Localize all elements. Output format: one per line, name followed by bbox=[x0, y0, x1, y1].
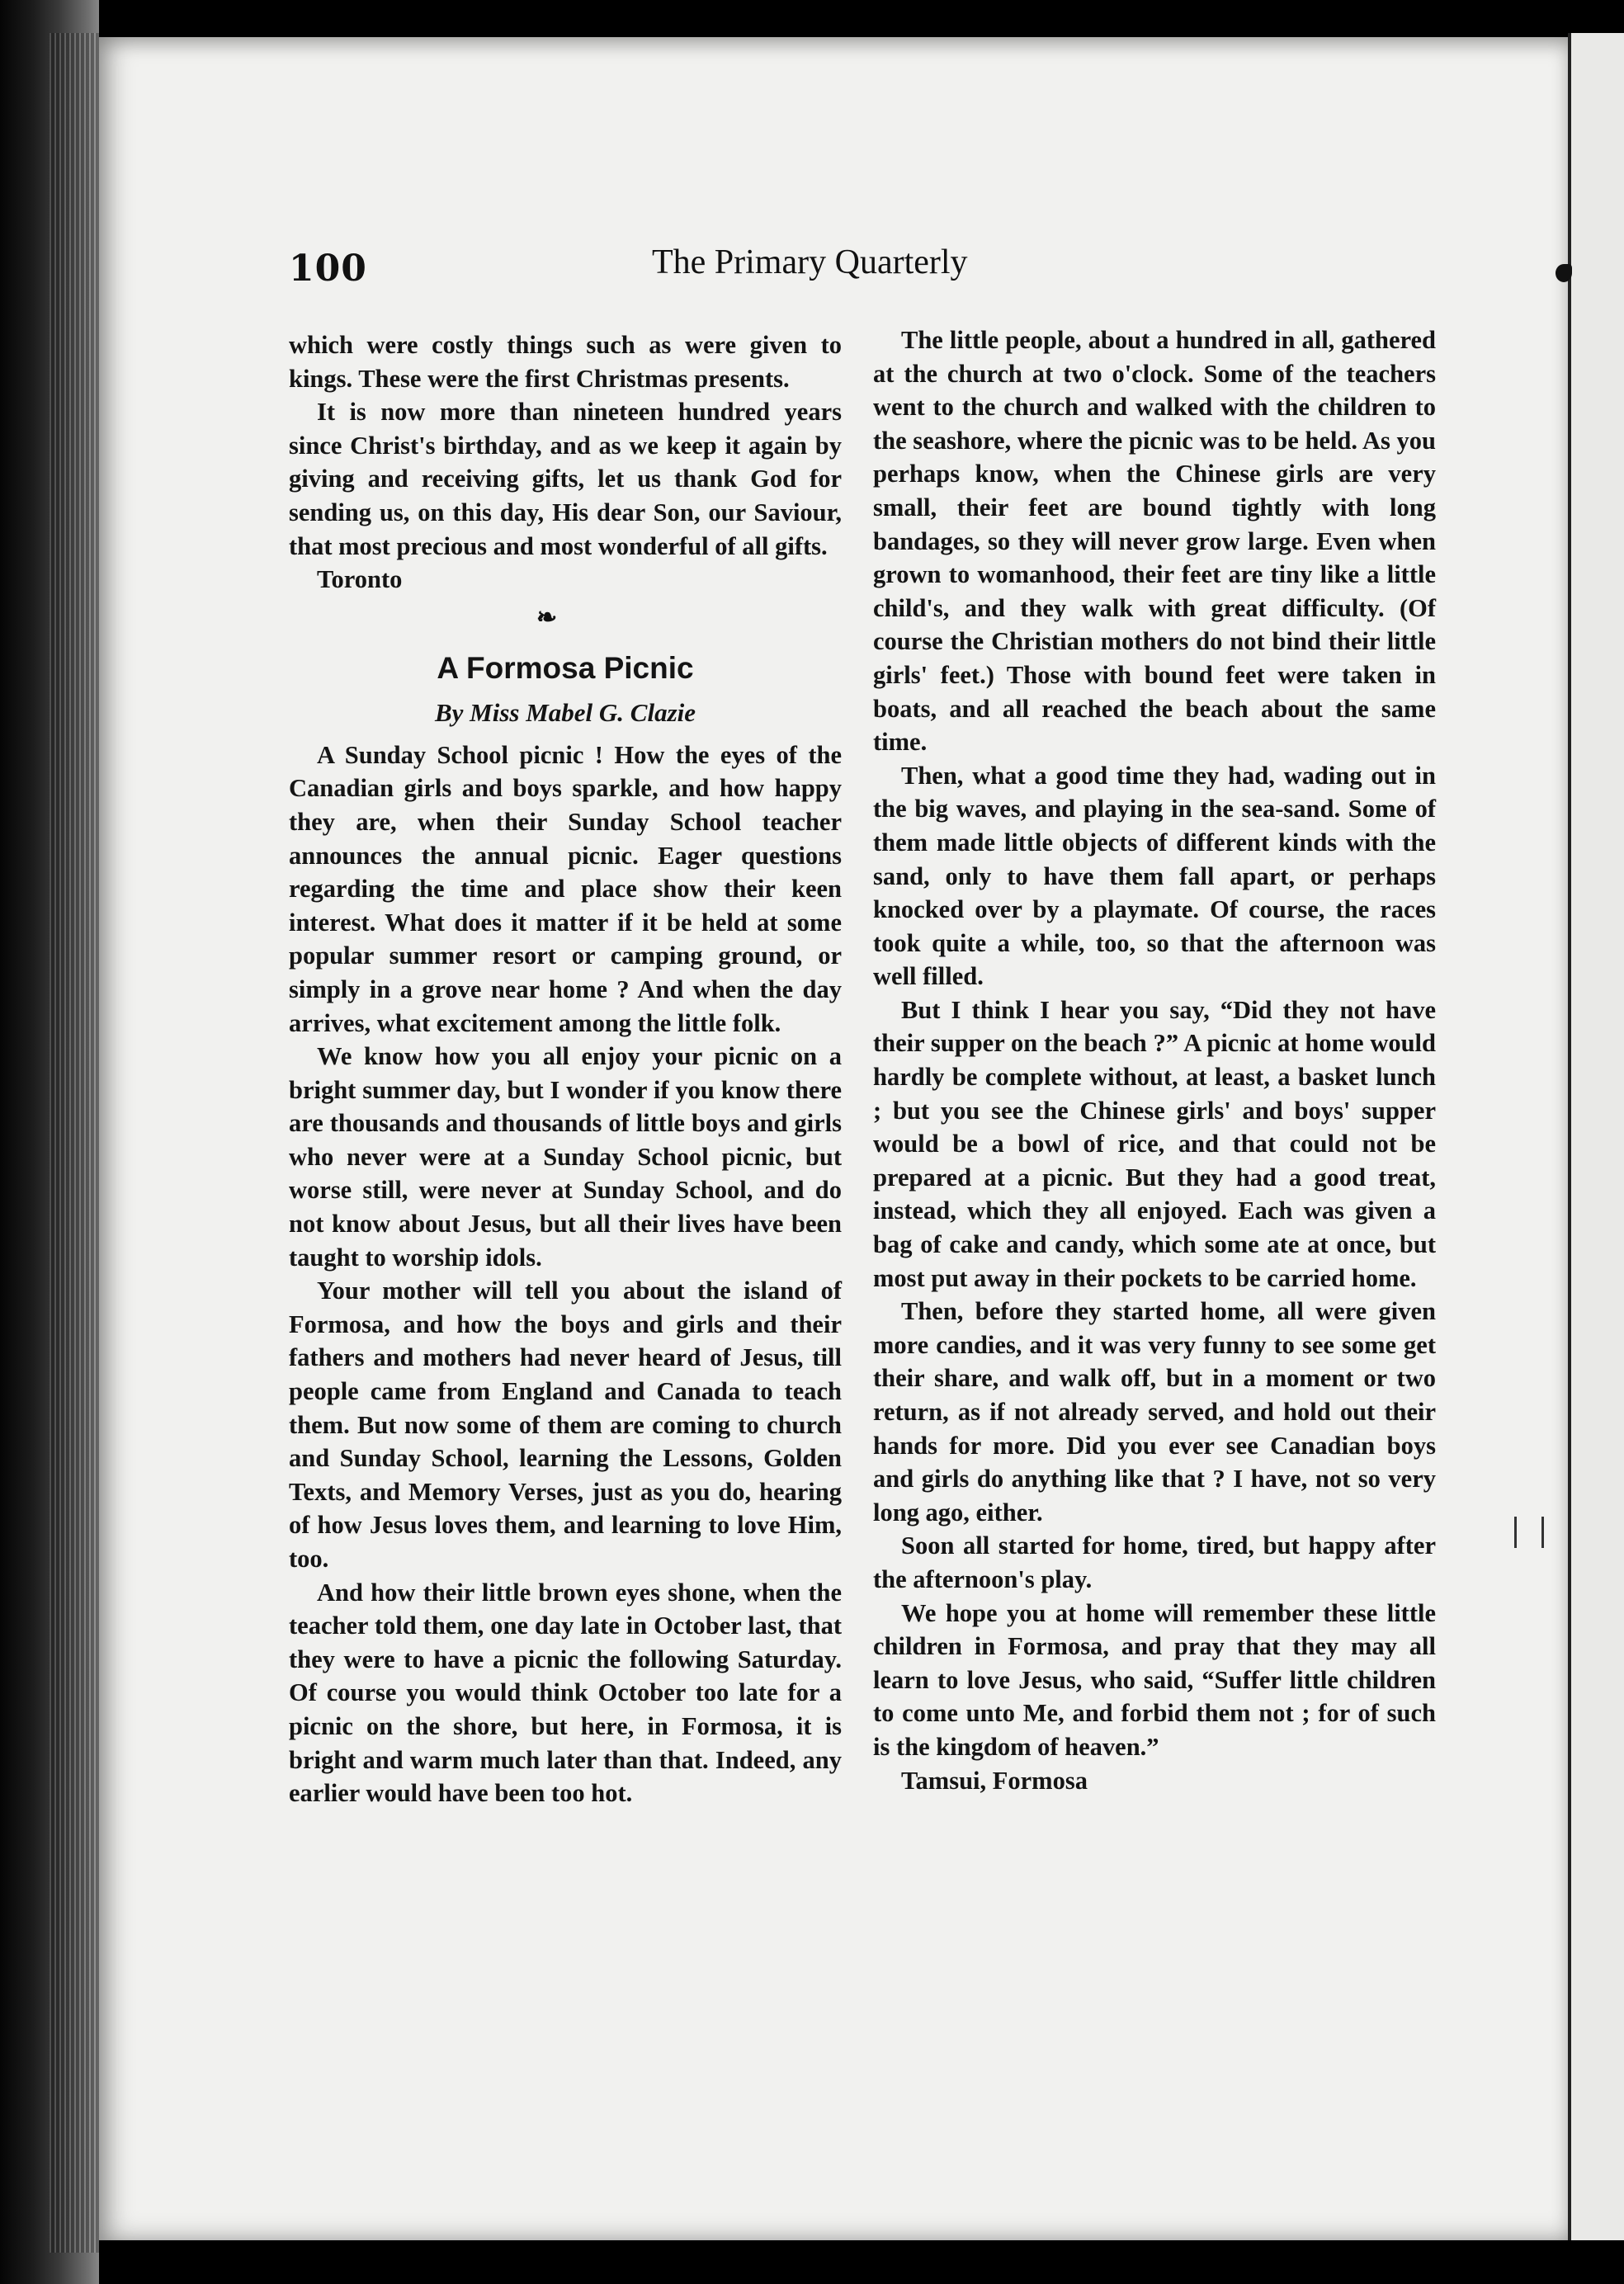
place-signoff: Tamsui, Formosa bbox=[901, 1766, 1088, 1795]
paragraph: Your mother will tell you about the island of Formosa, and how the boys and girls and their fathers and mothers had never heard of Jesus, till people came from England and Canada to teach them. But now some of them are coming to church and Sunday School, learning the Lessons, Golden Texts, and Memory Verses, just as you do, hearing of how Jesus loves them, and learning to love Him, too. bbox=[289, 1276, 842, 1573]
facing-page-edge bbox=[1568, 33, 1624, 2244]
paragraph: Then, what a good time they had, wading out in the big waves, and playing in the sea-sand. Some of them made little objects of different kinds with the sand, only to have them fall apart, or perhaps knocked over by a playmate. Of course, the races took quite a while, too, so that the afternoon was well filled. bbox=[873, 761, 1436, 991]
running-title: The Primary Quarterly bbox=[652, 243, 968, 281]
paragraph: Soon all started for home, tired, but happy after the afternoon's play. bbox=[873, 1531, 1436, 1593]
page-number: 100 bbox=[289, 248, 367, 290]
paragraph: And how their little brown eyes shone, when the teacher told them, one day late in October last, that they were to have a picnic the following Saturday. Of course you would think October too late for a picnic on the shore, but here, in Formosa, it is bright and warm much later than that. Indeed, any earlier would have been too hot. bbox=[289, 1578, 842, 1808]
paragraph: Then, before they started home, all were given more candies, and it was very funny to see some get their share, and walk off, but in a moment or two return, as if not already served, and hold out their hands for more. Did you ever see Canadian boys and girls do anything like that ? I have, not so very long ago, either. bbox=[873, 1297, 1436, 1527]
facing-page-ink-mark bbox=[1556, 264, 1572, 282]
section-ornament bbox=[289, 597, 842, 639]
scan-border-top bbox=[99, 0, 1624, 37]
right-column bbox=[873, 323, 1436, 1797]
paragraph: But I think I hear you say, “Did they not have their supper on the beach ?” A picnic at home would hardly be complete without, at least, a basket lunch ; but you see the Chinese girls' and boys' supper would be a bowl of rice, and that could not be prepared at a picnic. But they had a good treat, instead, which they all enjoyed. Each was given a bag of cake and candy, which some ate at once, but most put away in their pockets to be carried home. bbox=[873, 995, 1436, 1292]
scan-border-bottom bbox=[99, 2240, 1624, 2284]
left-column bbox=[289, 328, 842, 1810]
place-signoff: Toronto bbox=[317, 565, 403, 594]
page-header bbox=[289, 243, 1386, 305]
paragraph: A Sunday School picnic ! How the eyes of the Canadian girls and boys sparkle, and how happy they are, when their Sunday School teacher announces the annual picnic. Eager questions regarding the time and place show their keen interest. What does it matter if it be held at some popular summer resort or camping ground, or simply in a grove near home ? And when the day arrives, what excitement among the little folk. bbox=[289, 740, 842, 1037]
article-byline: By Miss Mabel G. Clazie bbox=[434, 697, 696, 727]
fleuron-icon: ❧ bbox=[536, 603, 558, 631]
paragraph: We know how you all enjoy your picnic on a bright summer day, but I wonder if you know there are thousands and thousands of little boys and girls who never were at a Sunday School picnic, but worse still, were never at Sunday School, and do not know about Jesus, but all their lives have been taught to worship idols. bbox=[289, 1042, 842, 1272]
facing-page-marks bbox=[1514, 1517, 1544, 1548]
paragraph: The little people, about a hundred in all, gathered at the church at two o'clock. Some of the teachers went to the church and walked with the children to the seashore, where the picnic was to be held. As you perhaps know, when the Chinese girls are very small, their feet are bound tightly with long bandages, so they will never grow large. Even when grown to womanhood, their feet are tiny like a little child's, and they walk with great difficulty. (Of course the Christian mothers do not bind their little girls' feet.) Those with bound feet were taken in boats, and all reached the beach about the same time. bbox=[873, 326, 1436, 757]
paragraph: It is now more than nineteen hundred years since Christ's birthday, and as we keep it again by giving and receiving gifts, let us thank God for sending us, on this day, His dear Son, our Saviour, that most precious and most wonderful of all gifts. bbox=[289, 398, 842, 560]
paragraph: which were costly things such as were given to kings. These were the first Christmas presents. bbox=[289, 331, 842, 393]
paragraph: We hope you at home will remember these little children in Formosa, and pray that they may all learn to love Jesus, who said, “Suffer little children to come unto Me, and forbid them not ; for of such is the kingdom of heaven.” bbox=[873, 1598, 1436, 1761]
article-title: A Formosa Picnic bbox=[437, 650, 694, 685]
